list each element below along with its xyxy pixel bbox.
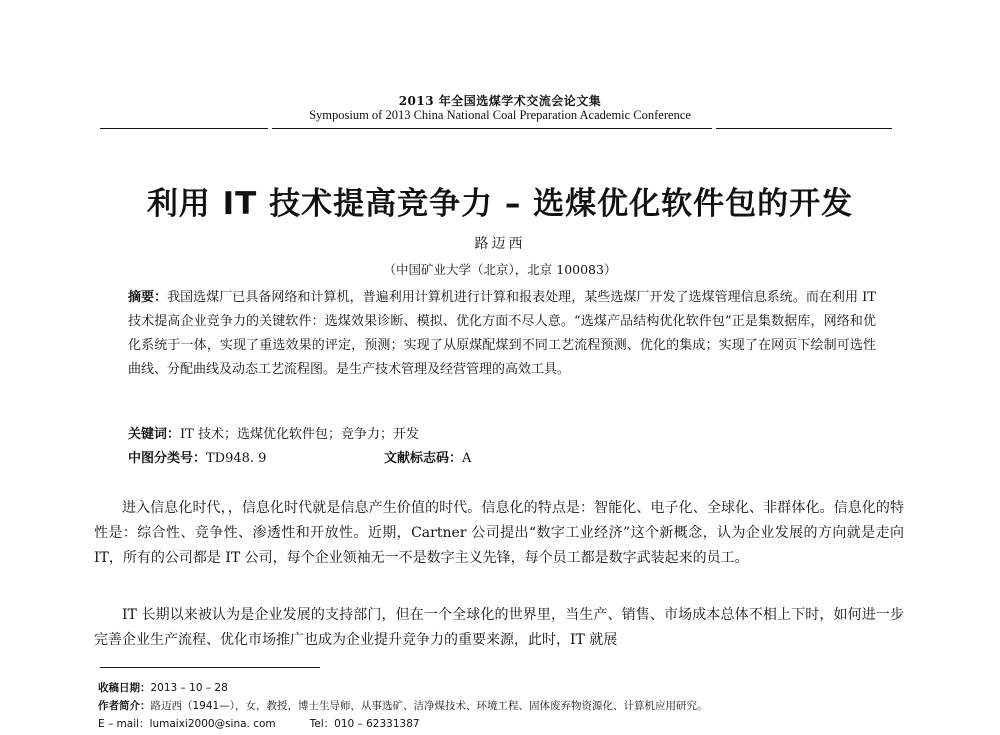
footnote-contact [98, 716, 918, 731]
body-paragraph-2: IT 长期以来被认为是企业发展的支持部门，但在一个全球化的世界里，当生产、销售、市场成本总体不相上下时，如何进一步完善企业生产流程、优化市场推广也成为企业提升竞争力的重要来源，此时，IT 就展 [94, 607, 904, 648]
clc-label: 中图分类号： [128, 451, 207, 466]
keywords-text: IT 技术；选煤优化软件包；竞争力；开发 [180, 427, 419, 442]
running-header-chinese: 2013 年全国选煤学术交流会论文集 [398, 94, 602, 108]
author-bio-label: 作者简介： [98, 700, 151, 712]
clc-value: TD948. 9 [206, 451, 267, 466]
header-rule-left [100, 128, 268, 129]
footnote-received [98, 680, 918, 695]
body-paragraph-1: 进入信息化时代，，信息化时代就是信息产生价值的时代。信息化的特点是：智能化、电子化、全球化、非群体化。信息化的特性是：综合性、竞争性、渗透性和开放性。近期，Cartner 公司提出“数字工业经济”这个新概念，认为企业发展的方向就是走向 IT，所有的公司都是 IT 公司，每个企业领袖无一不是数字主义先锋，每个员工都是数字武装起来的员工。 [94, 500, 904, 566]
received-label: 收稿日期： [98, 682, 151, 694]
footnote-author-bio [98, 698, 918, 713]
keywords-label: 关键词： [128, 427, 181, 442]
received-date: 2013 – 10 – 28 [150, 682, 228, 694]
email-address: lumaixi2000@sina. com [149, 718, 276, 730]
abstract-label: 摘要： [128, 290, 168, 305]
paper-title: 利用 IT 技术提高竞争力 – 选煤优化软件包的开发 [146, 186, 854, 222]
document-code [384, 447, 471, 471]
header-rule-middle [272, 128, 712, 129]
classification-line [128, 447, 876, 471]
author-affiliation: （中国矿业大学（北京），北京 100083） [383, 262, 617, 277]
running-header-english: Symposium of 2013 China National Coal Preparation Academic Conference [309, 108, 691, 122]
document-code-label: 文献标志码： [384, 451, 463, 466]
header-rule-right [716, 128, 892, 129]
telephone: Tel：010 – 62331387 [309, 718, 420, 730]
abstract-text: 我国选煤厂已具备网络和计算机，普遍利用计算机进行计算和报表处理，某些选煤厂开发了选煤管理信息系统。而在利用 IT 技术提高企业竞争力的关键软件：选煤效果诊断、模拟、优化方面不尽人意。“选煤产品结构优化软件包”正是集数据库，网络和优化系统于一体，实现了重选效果的评定，预测；实现了从原煤配煤到不同工艺流程预测、优化的集成；实现了在网页下绘制可选性曲线、分配曲线及动态工艺流程图。是生产技术管理及经营管理的高效工具。 [128, 290, 876, 377]
document-code-value: A [462, 451, 472, 466]
abstract [128, 286, 876, 382]
footnote-rule [100, 667, 320, 668]
author-bio-text: 路迈西（1941—），女，教授，博士生导师，从事选矿、洁净煤技术、环境工程、固体废弃物资源化、计算机应用研究。 [150, 700, 708, 712]
keywords [128, 423, 876, 447]
email-label: E – mail： [98, 718, 150, 730]
author-name: 路迈西 [474, 236, 526, 252]
